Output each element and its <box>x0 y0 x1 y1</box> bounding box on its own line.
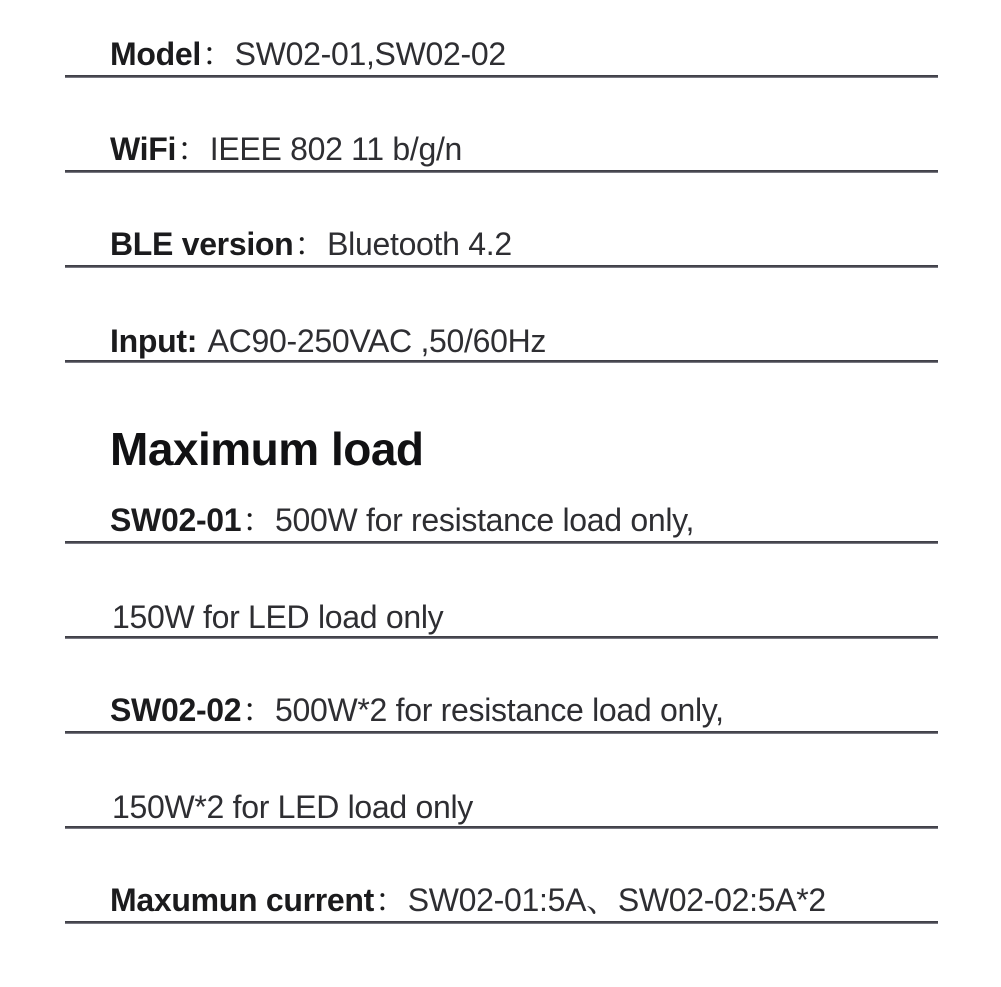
spec-row-text <box>110 219 512 265</box>
spec-row-text <box>110 789 473 826</box>
spec-row-model <box>65 0 938 78</box>
spec-value: IEEE 802 11 b/g/n <box>209 131 463 167</box>
spec-value: 500W*2 for resistance load only, <box>275 692 724 728</box>
spec-row-text <box>110 875 826 921</box>
spec-row-text <box>110 323 546 360</box>
spec-value: Bluetooth 4.2 <box>327 226 512 262</box>
section-title-maximum-load: Maximum load <box>110 423 424 476</box>
spec-row-text <box>110 495 694 541</box>
spec-label: Input: <box>110 323 198 359</box>
spec-row-text <box>110 685 724 731</box>
spec-row-150w2-led <box>65 734 938 829</box>
spec-row-text <box>110 124 462 170</box>
spec-label: Model <box>110 36 201 72</box>
spec-row-text <box>110 599 443 636</box>
spec-label: WiFi <box>110 131 177 167</box>
spec-row-sw02-02 <box>65 639 938 734</box>
spec-row-wifi <box>65 78 938 173</box>
spec-label: BLE version <box>110 226 294 262</box>
spec-separator <box>197 323 208 359</box>
spec-separator: ： <box>201 36 234 72</box>
spec-separator: ： <box>242 692 274 728</box>
spec-label: SW02-02 <box>110 692 242 728</box>
spec-separator: ： <box>242 502 274 538</box>
spec-row-ble-version <box>65 173 938 268</box>
section-heading-block <box>65 363 938 479</box>
spec-row-input <box>65 268 938 363</box>
spec-value: SW02-01,SW02-02 <box>234 36 506 72</box>
spec-row-max-current <box>65 829 938 924</box>
spec-row-150w-led <box>65 544 938 639</box>
spec-row-sw02-01 <box>65 479 938 544</box>
spec-value: 150W for LED load only <box>112 599 444 635</box>
spec-value: 150W*2 for LED load only <box>112 789 474 825</box>
spec-label: Maxumun current <box>110 882 374 918</box>
spec-label: SW02-01 <box>110 502 242 538</box>
spec-value: 500W for resistance load only, <box>275 502 695 538</box>
spec-row-text <box>110 29 506 75</box>
spec-value: AC90-250VAC ,50/60Hz <box>207 323 547 359</box>
spec-separator: ： <box>294 226 327 262</box>
spec-separator: ： <box>177 131 209 167</box>
spec-value: SW02-01:5A、SW02-02:5A*2 <box>407 882 826 918</box>
spec-separator: ： <box>375 882 407 918</box>
